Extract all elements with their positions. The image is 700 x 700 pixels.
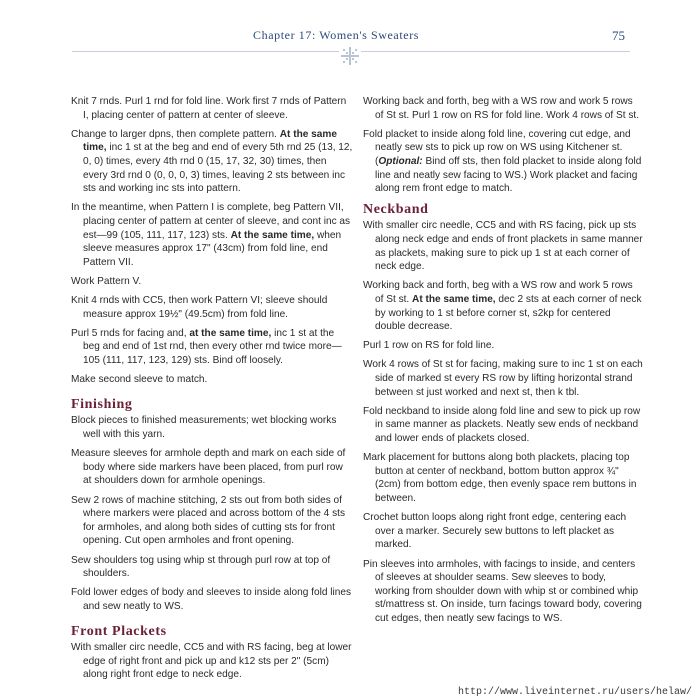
text-segment: Sew 2 rows of machine stitching, 2 sts out from both sides of where markers were placed and across bottom of the 4 sts for armholes, and along both sides of cutting sts for front opening. Cut open armholes and front opening. (71, 494, 345, 547)
right-column (363, 95, 643, 631)
text-segment: Measure sleeves for armhole depth and mark on each side of body where side markers have been placed, from purl row at shoulders down for armhole openings. (71, 448, 346, 487)
text-segment: Working back and forth, beg with a WS row and work 5 rows of St st. Purl 1 row on RS for fold line. Work 4 rows of St st. (363, 96, 640, 121)
instruction-paragraph (71, 327, 353, 368)
instruction-paragraph (363, 451, 643, 505)
text-segment: Fold placket to inside along fold line, covering cut edge, and neatly sew sts to pick up row on WS using Kitchener st. ( (363, 128, 631, 167)
text-segment: inc 1 st at the beg and end of every 5th rnd 25 (13, 12, 0, 0) times, every 4th rnd 0 (15, 17, 32, 30) times, then every 3rd rnd 0 (0, 0, 0, 3) times, leaving 2 sts between inc sts and working inc sts into pattern. (83, 142, 353, 195)
text-segment: Pin sleeves into armholes, with facings to inside, and centers of sleeves at shoulder seams. Sew sleeves to body, working from shoulder down with whip st or combined whip st/mattress st. On inside, turn facings toward body, covering cut edges, then neatly sew facings to WS. (363, 558, 642, 624)
instruction-paragraph (363, 339, 643, 353)
page-number: 75 (612, 28, 625, 43)
instruction-paragraph (363, 405, 643, 446)
text-segment: Crochet button loops along right front edge, centering each over a marker. Securely sew buttons to left placket as marked. (363, 512, 627, 551)
text-segment: Purl 5 rnds for facing and, (71, 327, 190, 339)
text-segment: Fold neckband to inside along fold line and sew to pick up row in same manner as plackets. Neatly sew ends of neckband and lower ends of plackets closed. (363, 405, 641, 445)
text-segment: Fold lower edges of body and sleeves to inside along fold lines and sew neatly to WS. (71, 587, 351, 612)
text-segment: dec 2 sts at each corner of neck by working to 1 st before corner st, s2kp for centered double decrease. (375, 293, 642, 333)
chapter-title: Chapter 17: Women's Sweaters (253, 28, 420, 42)
text-segment: With smaller circ needle, CC5 and with RS facing, beg at lower edge of right front and pick up and k12 sts per 2" (5cm) along right front edge to neck edge. (71, 642, 352, 681)
text-segment: In the meantime, when Pattern I is complete, beg Pattern VII, placing center of pattern at center of sleeve, and cont inc as est—99 (105, 111, 117, 123) sts. (71, 202, 351, 241)
section-heading: Finishing (71, 396, 133, 412)
running-header (0, 26, 700, 46)
instruction-paragraph (71, 201, 353, 269)
emphasis-text: at the same time, (189, 327, 272, 339)
section-heading: Neckband (363, 201, 429, 217)
text-segment: Make second sleeve to match. (71, 374, 208, 386)
instruction-paragraph (363, 558, 643, 626)
instruction-paragraph (71, 447, 353, 488)
text-segment: Working back and forth, beg with a WS row and work 5 rows of St st. (363, 280, 633, 305)
instruction-paragraph (363, 128, 643, 196)
instruction-paragraph (71, 586, 353, 613)
text-segment: Sew shoulders tog using whip st through purl row at top of shoulders. (71, 554, 331, 580)
instruction-paragraph (71, 294, 353, 321)
watermark-url: http://www.liveinternet.ru/users/helaw/ (457, 687, 692, 698)
instruction-paragraph (363, 219, 643, 273)
emphasis-text: At the same time, (412, 293, 496, 305)
instruction-paragraph (363, 358, 643, 399)
emphasis-text: At the same time, (83, 128, 337, 154)
instruction-paragraph (71, 641, 353, 682)
text-segment: Mark placement for buttons along both plackets, placing top button at center of neckband, bottom button approx ¾" (2cm) from bottom edge, then evenly space rem buttons in between. (363, 452, 637, 504)
instruction-paragraph (71, 554, 353, 581)
section-heading: Front Plackets (71, 623, 167, 639)
text-segment: inc 1 st at the beg and end of 1st rnd, then every other rnd twice more—105 (111, 117, 123, 129) sts. Bind off loosely. (83, 327, 342, 367)
instruction-paragraph (71, 95, 353, 122)
text-segment: Purl 1 row on RS for fold line. (363, 340, 495, 352)
instruction-paragraph (363, 95, 643, 122)
text-segment: when sleeve measures approx 17" (43cm) from fold line, end Pattern VII. (83, 229, 342, 268)
text-segment: Bind off sts, then fold placket to inside along fold line and neatly sew facing to WS.) Work placket and facing along rem front edge to match. (375, 155, 642, 195)
left-column (71, 95, 353, 688)
emphasis-text: At the same time, (230, 229, 315, 241)
instruction-paragraph (71, 494, 353, 548)
instruction-paragraph (71, 128, 353, 196)
emphasis-text: Optional: (378, 155, 423, 167)
instruction-paragraph (71, 373, 353, 387)
text-segment: Work 4 rows of St st for facing, making sure to inc 1 st on each side of marked st every RS row by lifting horizontal strand between st just worked and next st, then k tbl. (363, 359, 643, 398)
instruction-paragraph (363, 279, 643, 333)
text-segment: Knit 7 rnds. Purl 1 rnd for fold line. Work first 7 rnds of Pattern I, placing center of pattern at center of sleeve. (71, 96, 347, 121)
instruction-paragraph (71, 275, 353, 289)
text-segment: Change to larger dpns, then complete pattern. (71, 128, 280, 140)
instruction-paragraph (363, 511, 643, 552)
instruction-paragraph (71, 414, 353, 441)
text-segment: Block pieces to finished measurements; wet blocking works well with this yarn. (71, 415, 337, 441)
text-segment: Work Pattern V. (71, 275, 142, 287)
text-segment: With smaller circ needle, CC5 and with RS facing, pick up sts along neck edge and ends of front plackets in same manner as plackets, making sure to pick up 1 st at each corner of neck edge. (363, 220, 643, 273)
text-segment: Knit 4 rnds with CC5, then work Pattern VI; sleeve should measure approx 19½" (49.5cm) from fold line. (71, 295, 328, 320)
snowflake-ornament-icon (339, 45, 361, 67)
